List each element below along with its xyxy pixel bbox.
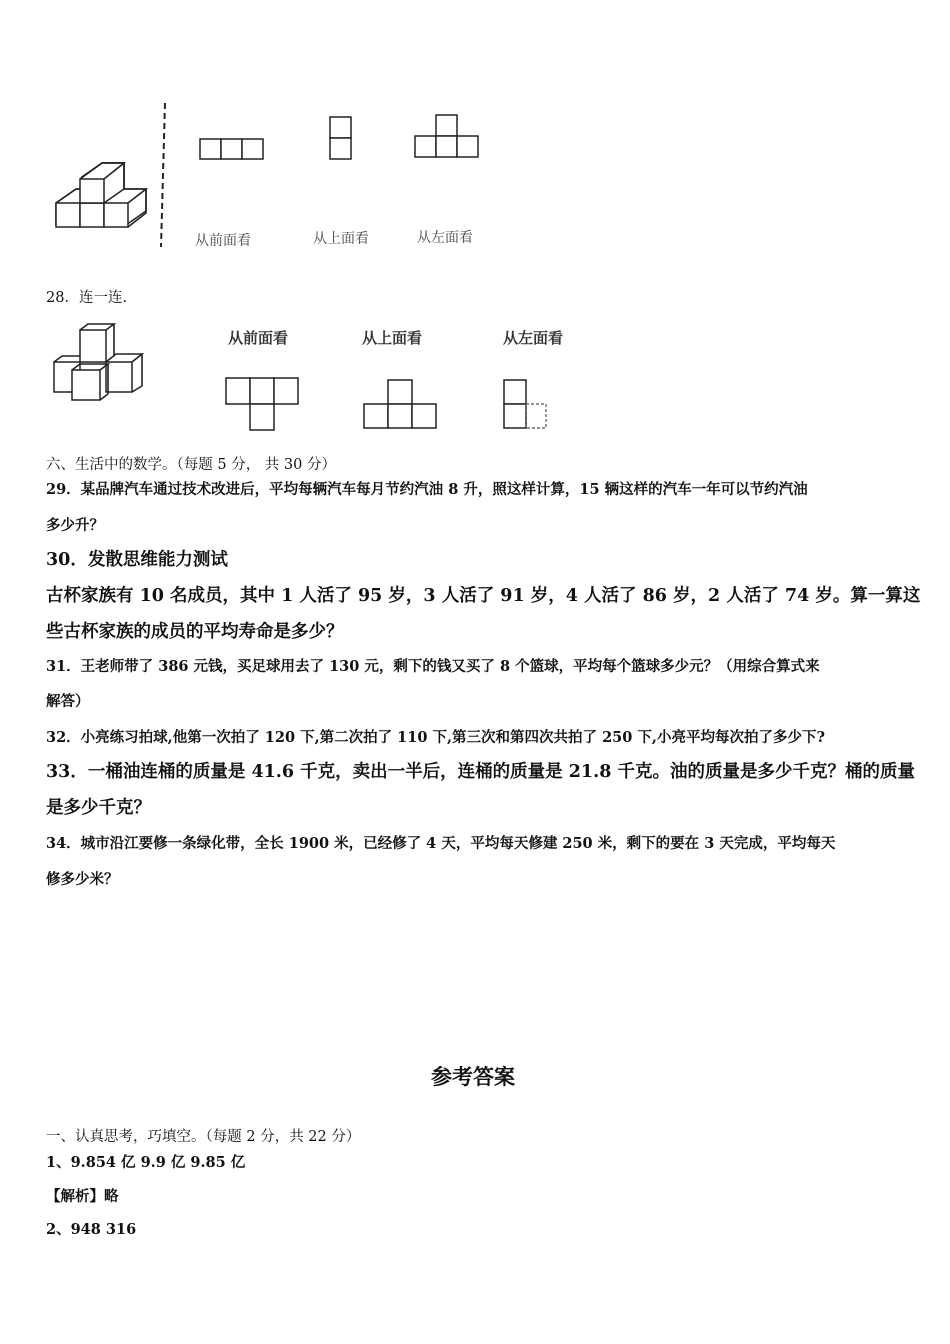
q28-caption-left: 从左面看 — [503, 329, 564, 347]
answers-section1: 一、认真思考，巧填空。（每题 2 分，共 22 分） — [46, 1129, 361, 1145]
q30-line2: 些古杯家族的成员的平均寿命是多少？ — [46, 622, 344, 642]
q29-line2: 多少升？ — [46, 517, 104, 534]
top-top-view — [330, 117, 351, 159]
q31-line1: 31．王老师带了 386 元钱，买足球用去了 130 元，剩下的钱又买了 8 个篮球，平均每个篮球多少元？（用综合算式来 — [46, 658, 820, 675]
q31-line2: 解答） — [46, 693, 90, 710]
q28-front-view — [226, 378, 298, 430]
top-front-view — [200, 139, 263, 159]
top-caption-left: 从左面看 — [417, 230, 473, 246]
q28-left-view — [504, 380, 546, 428]
q29-line1: 29．某品牌汽车通过技术改进后，平均每辆汽车每月节约汽油 8 升，照这样计算，15 辆这样的汽车一年可以节约汽油 — [46, 481, 808, 498]
q28-text: 28．连一连. — [46, 290, 128, 306]
top-caption-top: 从上面看 — [313, 231, 369, 247]
q33-line2: 是多少千克？ — [46, 798, 151, 818]
q34-line1: 34．城市沿江要修一条绿化带，全长 1900 米，已经修了 4 天，平均每天修建 250 米，剩下的要在 3 天完成，平均每天 — [46, 835, 836, 852]
q28-top-view — [364, 380, 436, 428]
q28-views — [220, 372, 570, 434]
q28-caption-top: 从上面看 — [362, 329, 423, 347]
q28-cube-figure — [48, 320, 158, 410]
top-caption-front: 从前面看 — [195, 233, 251, 249]
top-left-view — [415, 115, 478, 157]
answer-1-analysis: 【解析】略 — [46, 1188, 119, 1205]
q33-line1: 33．一桶油连桶的质量是 41.6 千克，卖出一半后，连桶的质量是 21.8 千克。油的质量是多少千克？桶的质量 — [46, 762, 915, 782]
q30-line1: 古杯家族有 10 名成员，其中 1 人活了 95 岁，3 人活了 91 岁，4 人活了 86 岁，2 人活了 74 岁。算一算这 — [46, 586, 921, 606]
q28-caption-front: 从前面看 — [228, 329, 289, 347]
q32-line1: 32．小亮练习拍球,他第一次拍了 120 下,第二次拍了 110 下,第三次和第四次共拍了 250 下,小亮平均每次拍了多少下? — [46, 729, 825, 746]
dashed-divider — [161, 103, 165, 247]
answer-2: 2、948 316 — [46, 1221, 137, 1238]
top-cube-stack — [56, 163, 146, 227]
answers-title: 参考答案 — [431, 1064, 515, 1089]
q34-line2: 修多少米？ — [46, 871, 119, 888]
q30-title: 30．发散思维能力测试 — [46, 550, 228, 570]
section6-heading: 六、生活中的数学。（每题 5 分， 共 30 分） — [46, 457, 336, 473]
answer-1: 1、9.854 亿 9.9 亿 9.85 亿 — [46, 1154, 246, 1171]
